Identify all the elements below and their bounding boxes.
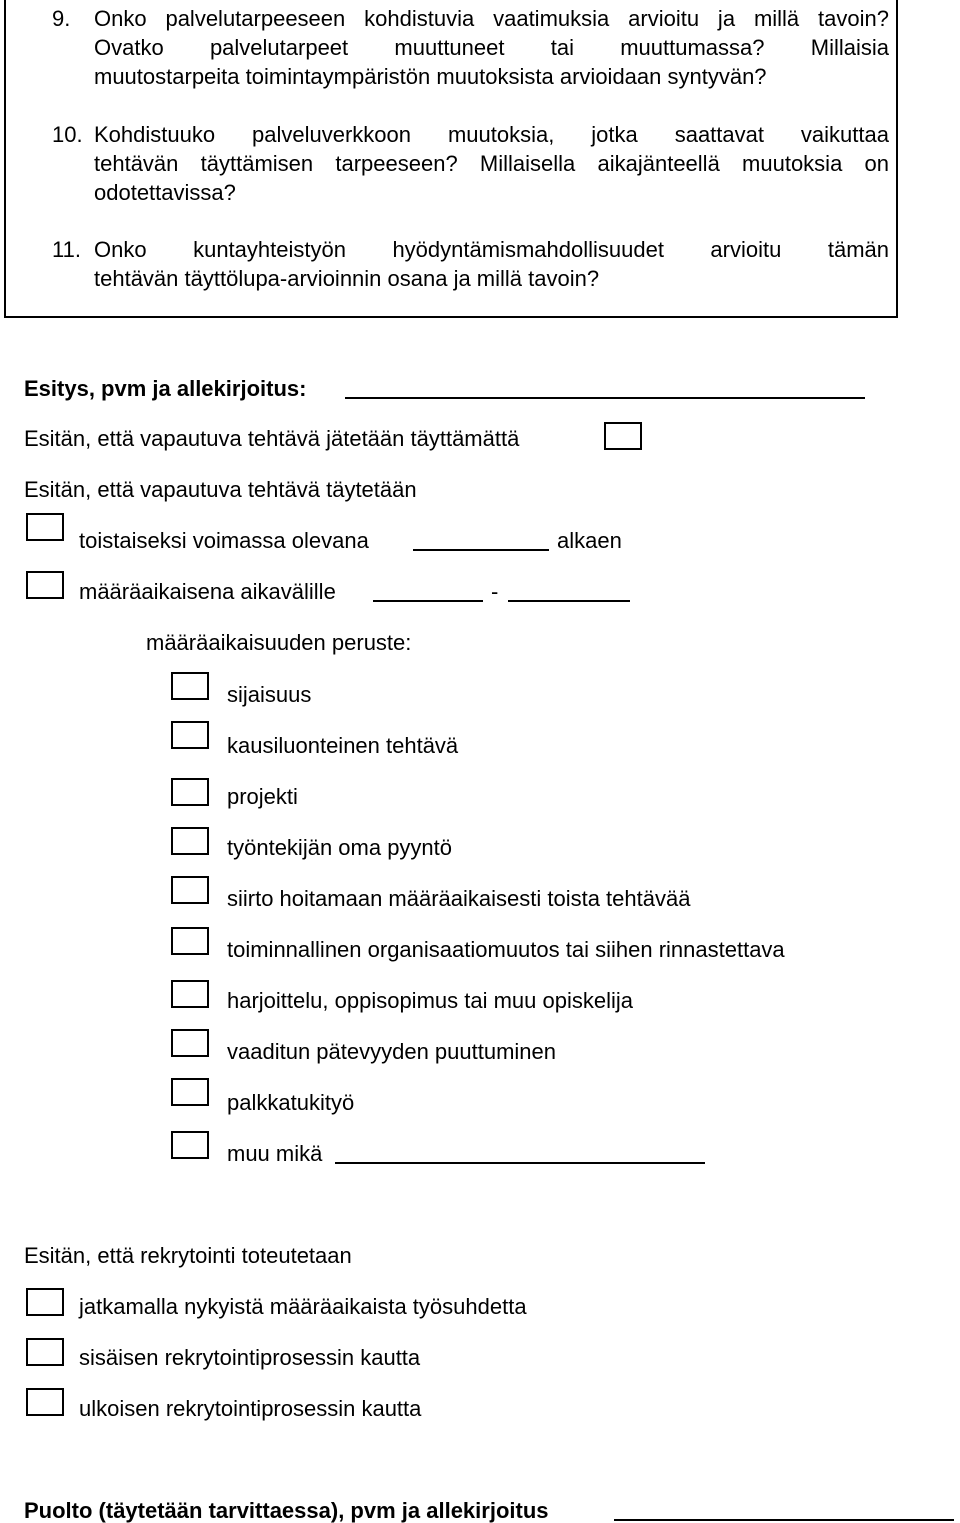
fixed-term-label: määräaikaisena aikavälille (79, 579, 336, 604)
ground-checkbox-internship[interactable] (171, 980, 209, 1008)
question-text-line: Onko kuntayhteistyön hyödyntämismahdollisuudet arvioitu tämän (94, 237, 889, 262)
leave-unfilled-checkbox[interactable] (604, 422, 642, 450)
recruitment-checkbox-continue[interactable] (26, 1288, 64, 1316)
ground-label: sijaisuus (227, 682, 312, 707)
question-text-line: tehtävän täyttämisen tarpeeseen? Millaisella aikajänteellä muutoksia on (94, 151, 889, 176)
proposal-signature-line[interactable] (345, 397, 865, 399)
permanent-checkbox[interactable] (26, 513, 64, 541)
ground-label: vaaditun pätevyyden puuttuminen (227, 1039, 557, 1064)
ground-label: muu mikä (227, 1141, 323, 1166)
statement-heading: Puolto (täytetään tarvittaessa), pvm ja allekirjoitus (24, 1498, 549, 1523)
ground-checkbox-substitute[interactable] (171, 672, 209, 700)
grounds-heading: määräaikaisuuden peruste: (146, 630, 412, 655)
leave-unfilled-label: Esitän, että vapautuva tehtävä jätetään täyttämättä (24, 426, 520, 451)
ground-label: kausiluonteinen tehtävä (227, 733, 459, 758)
recruitment-option-label: ulkoisen rekrytointiprosessin kautta (79, 1396, 422, 1421)
permanent-start-date-line[interactable] (413, 549, 549, 551)
ground-label: siirto hoitamaan määräaikaisesti toista tehtävää (227, 886, 691, 911)
ground-checkbox-employee-request[interactable] (171, 827, 209, 855)
ground-checkbox-other[interactable] (171, 1131, 209, 1159)
ground-label: toiminnallinen organisaatiomuutos tai siihen rinnastettava (227, 937, 785, 962)
question-number: 11. (52, 237, 81, 262)
ground-checkbox-project[interactable] (171, 778, 209, 806)
ground-checkbox-transfer[interactable] (171, 876, 209, 904)
question-number: 9. (52, 6, 71, 31)
ground-checkbox-pay-subsidy[interactable] (171, 1078, 209, 1106)
question-text-line: muutostarpeita toimintaympäristön muutoksista arvioidaan syntyvän? (94, 64, 767, 89)
fixed-term-dash: - (491, 579, 499, 604)
permanent-suffix: alkaen (557, 528, 622, 553)
ground-label: harjoittelu, oppisopimus tai muu opiskelija (227, 988, 633, 1013)
ground-checkbox-seasonal[interactable] (171, 721, 209, 749)
ground-checkbox-organisational-change[interactable] (171, 927, 209, 955)
ground-label: työntekijän oma pyyntö (227, 835, 453, 860)
ground-label: projekti (227, 784, 298, 809)
fill-intro-label: Esitän, että vapautuva tehtävä täytetään (24, 477, 417, 502)
fixed-term-end-line[interactable] (508, 600, 630, 602)
proposal-heading: Esitys, pvm ja allekirjoitus: (24, 376, 307, 401)
question-text-line: Kohdistuuko palveluverkkoon muutoksia, jotka saattavat vaikuttaa (94, 122, 889, 147)
recruitment-heading: Esitän, että rekrytointi toteutetaan (24, 1243, 352, 1268)
ground-checkbox-missing-qualification[interactable] (171, 1029, 209, 1057)
question-text-line: tehtävän täyttölupa-arvioinnin osana ja millä tavoin? (94, 266, 600, 291)
question-text-line: Ovatko palvelutarpeet muuttuneet tai muuttumassa? Millaisia (94, 35, 889, 60)
recruitment-checkbox-internal[interactable] (26, 1338, 64, 1366)
question-text-line: Onko palvelutarpeeseen kohdistuvia vaatimuksia arvioitu ja millä tavoin? (94, 6, 889, 31)
recruitment-checkbox-external[interactable] (26, 1388, 64, 1416)
recruitment-option-label: jatkamalla nykyistä määräaikaista työsuhdetta (79, 1294, 527, 1319)
fixed-term-start-line[interactable] (373, 600, 483, 602)
recruitment-option-label: sisäisen rekrytointiprosessin kautta (79, 1345, 421, 1370)
ground-label: palkkatukityö (227, 1090, 355, 1115)
statement-signature-line[interactable] (614, 1519, 954, 1521)
question-number: 10. (52, 122, 83, 147)
fixed-term-checkbox[interactable] (26, 571, 64, 599)
ground-other-line[interactable] (335, 1162, 705, 1164)
question-text-line: odotettavissa? (94, 180, 236, 205)
permanent-label: toistaiseksi voimassa olevana (79, 528, 369, 553)
